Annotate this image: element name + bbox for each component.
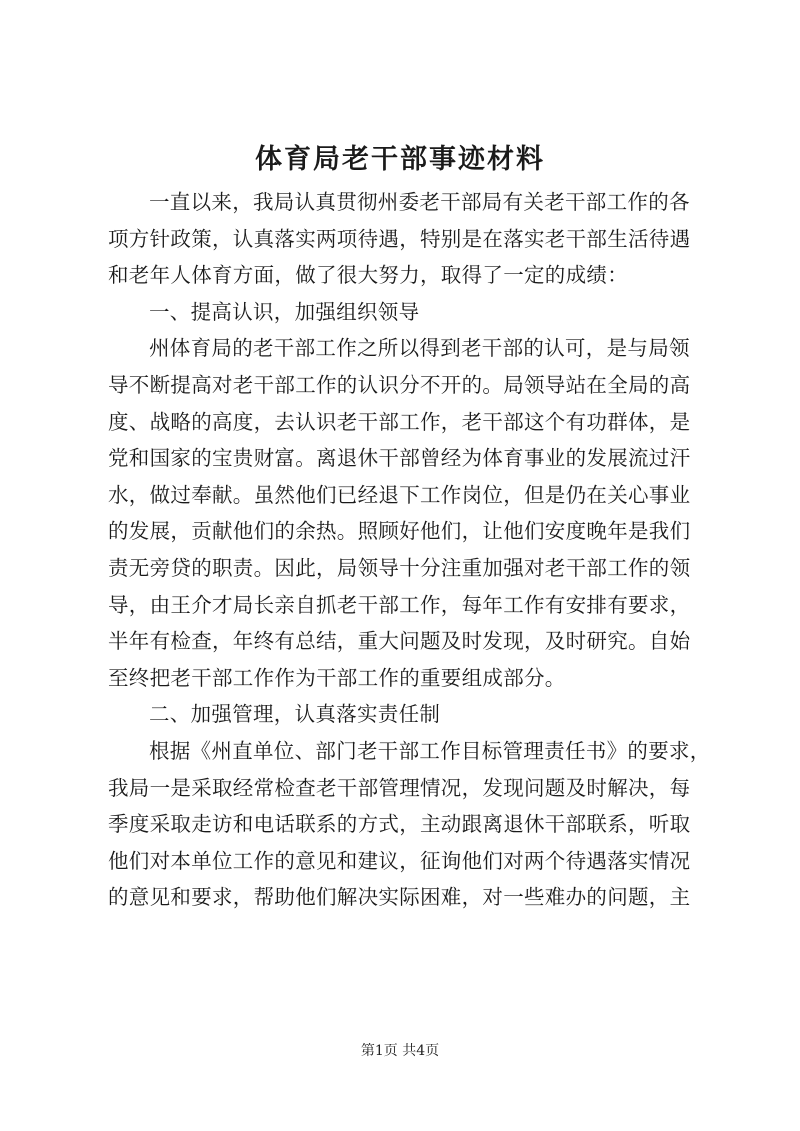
- body-line: 水，做过奉献。虽然他们已经退下工作岗位，但是仍在关心事业: [108, 482, 691, 507]
- body-line: 二、加强管理，认真落实责任制: [149, 702, 441, 727]
- body-line: 至终把老干部工作作为干部工作的重要组成部分。: [108, 665, 566, 690]
- body-line: 一直以来，我局认真贯彻州委老干部局有关老干部工作的各: [149, 190, 690, 214]
- body-line: 他们对本单位工作的意见和建议，征询他们对两个待遇落实情况: [108, 848, 691, 873]
- document-body: [108, 184, 711, 916]
- body-line: 根据《州直单位、部门老干部工作目标管理责任书》的要求，: [149, 738, 711, 763]
- body-line: 导，由王介才局长亲自抓老干部工作，每年工作有安排有要求，: [108, 592, 691, 617]
- body-line: 半年有检查，年终有总结，重大问题及时发现，及时研究。自始: [108, 629, 691, 654]
- body-line: 的意见和要求，帮助他们解决实际困难，对一些难办的问题，主: [108, 885, 691, 910]
- body-line: 的发展，贡献他们的余热。照顾好他们，让他们安度晚年是我们: [108, 519, 691, 544]
- body-line: 季度采取走访和电话联系的方式，主动跟离退休干部联系，听取: [108, 812, 691, 837]
- body-line: 项方针政策，认真落实两项待遇，特别是在落实老干部生活待遇: [108, 226, 691, 251]
- page-footer: 第1页 共4页: [360, 1043, 440, 1059]
- body-line: 一、提高认识，加强组织领导: [149, 299, 420, 324]
- body-line: 度、战略的高度，去认识老干部工作，老干部这个有功群体，是: [108, 409, 691, 434]
- body-line: 我局一是采取经常检查老干部管理情况，发现问题及时解决，每: [108, 775, 691, 800]
- body-line: 和老年人体育方面，做了很大努力，取得了一定的成绩：: [108, 263, 628, 288]
- body-line: 导不断提高对老干部工作的认识分不开的。局领导站在全局的高: [108, 372, 691, 397]
- body-line: 州体育局的老干部工作之所以得到老干部的认可，是与局领: [149, 336, 690, 361]
- body-line: 党和国家的宝贵财富。离退休干部曾经为体育事业的发展流过汗: [108, 446, 691, 471]
- document-title: 体育局老干部事迹材料: [255, 144, 545, 175]
- body-line: 责无旁贷的职责。因此，局领导十分注重加强对老干部工作的领: [108, 555, 691, 580]
